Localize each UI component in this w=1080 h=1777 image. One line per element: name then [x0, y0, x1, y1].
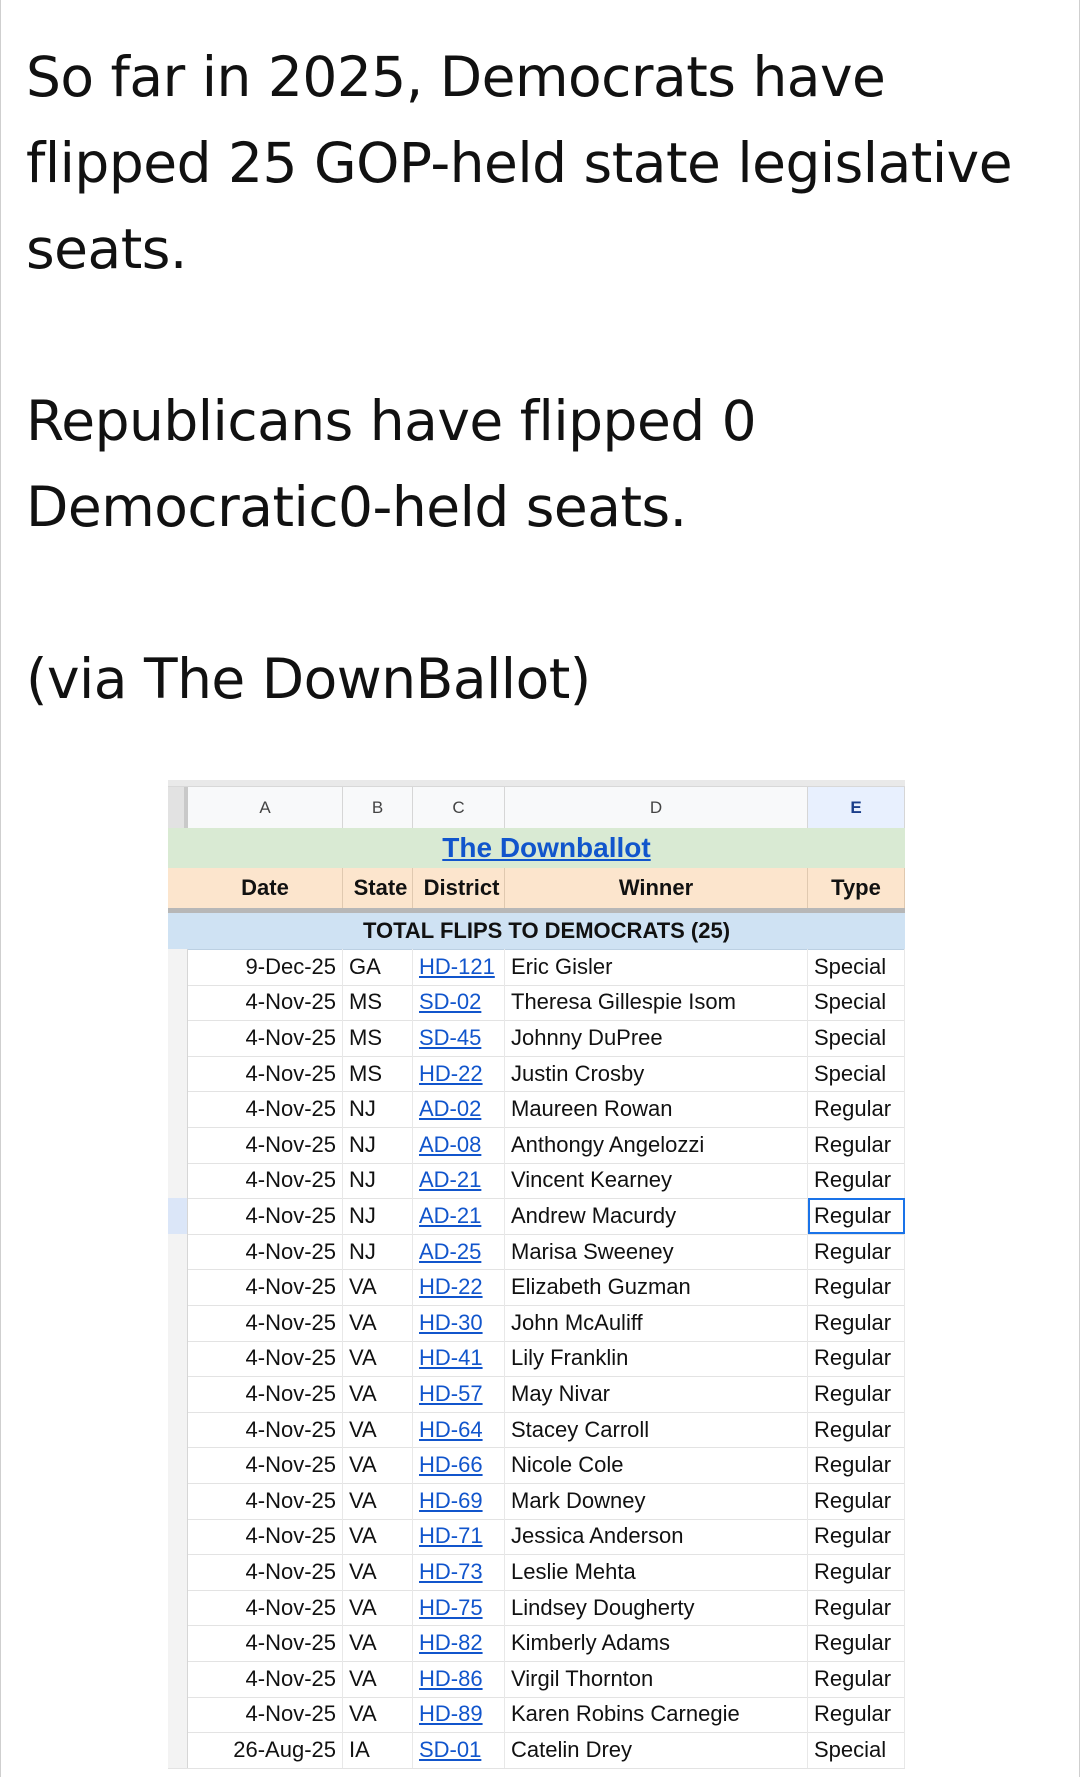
district-link: HD-75	[419, 1594, 483, 1620]
row-header	[168, 1483, 188, 1519]
cell-date: 4-Nov-25	[188, 1198, 343, 1234]
district-link: AD-08	[419, 1131, 482, 1157]
cell-state: VA	[343, 1305, 413, 1341]
cell-type: Regular	[808, 1412, 905, 1448]
cell-district	[413, 1305, 505, 1341]
cell-winner: Eric Gisler	[505, 949, 808, 985]
cell-type: Regular	[808, 1697, 905, 1733]
cell-state: VA	[343, 1590, 413, 1626]
district-link: HD-30	[419, 1309, 483, 1335]
cell-state: VA	[343, 1376, 413, 1412]
cell-state: VA	[343, 1625, 413, 1661]
table-row	[168, 1020, 905, 1057]
cell-state: NJ	[343, 1091, 413, 1127]
row-header	[168, 1447, 188, 1483]
cell-district	[413, 1697, 505, 1733]
post-paragraph-2: Republicans have flipped 0 Democratic0-held seats.	[26, 389, 757, 539]
cell-winner: Johnny DuPree	[505, 1020, 808, 1056]
cell-type: Regular	[808, 1269, 905, 1305]
cell-type: Regular	[808, 1163, 905, 1199]
column-letter-e: E	[808, 787, 905, 829]
row-header	[168, 1519, 188, 1555]
cell-type: Special	[808, 1020, 905, 1056]
district-link: HD-121	[419, 953, 495, 979]
table-row	[168, 1127, 905, 1164]
district-link: SD-01	[419, 1736, 482, 1762]
cell-type: Regular	[808, 1590, 905, 1626]
cell-winner: Mark Downey	[505, 1483, 808, 1519]
header-date: Date	[188, 868, 343, 908]
row-header	[168, 1341, 188, 1377]
cell-type: Regular	[808, 1198, 905, 1234]
cell-winner: Lily Franklin	[505, 1341, 808, 1377]
table-row	[168, 1554, 905, 1591]
cell-district	[413, 1020, 505, 1056]
cell-state: NJ	[343, 1163, 413, 1199]
sheet-title-link: The Downballot	[442, 832, 651, 863]
cell-winner: Leslie Mehta	[505, 1554, 808, 1590]
cell-district	[413, 1447, 505, 1483]
table-row	[168, 1412, 905, 1449]
district-link: HD-89	[419, 1701, 483, 1727]
cell-winner: Kimberly Adams	[505, 1625, 808, 1661]
district-link: HD-22	[419, 1060, 483, 1086]
table-row	[168, 985, 905, 1022]
row-header	[168, 1091, 188, 1127]
cell-district	[413, 1376, 505, 1412]
district-link: HD-86	[419, 1665, 483, 1691]
cell-type: Regular	[808, 1625, 905, 1661]
cell-state: VA	[343, 1447, 413, 1483]
row-header	[168, 985, 188, 1021]
cell-state: VA	[343, 1697, 413, 1733]
cell-date: 4-Nov-25	[188, 1376, 343, 1412]
cell-type: Regular	[808, 1234, 905, 1270]
district-link: HD-71	[419, 1523, 483, 1549]
post-paragraph-1: So far in 2025, Democrats have flipped 25 GOP-held state legislative seats.	[26, 45, 1013, 281]
row-header	[168, 1056, 188, 1092]
cell-state: VA	[343, 1519, 413, 1555]
cell-type: Regular	[808, 1519, 905, 1555]
row-header	[168, 1697, 188, 1733]
table-row	[168, 1590, 905, 1627]
cell-winner: Theresa Gillespie Isom	[505, 985, 808, 1021]
row-header	[168, 1127, 188, 1163]
cell-type: Regular	[808, 1554, 905, 1590]
cell-state: VA	[343, 1483, 413, 1519]
district-link: HD-73	[419, 1558, 483, 1584]
cell-date: 4-Nov-25	[188, 1091, 343, 1127]
cell-district	[413, 985, 505, 1021]
cell-state: VA	[343, 1554, 413, 1590]
cell-date: 4-Nov-25	[188, 1163, 343, 1199]
cell-type: Regular	[808, 1483, 905, 1519]
cell-district	[413, 1091, 505, 1127]
frame-left-border	[0, 0, 1, 1777]
cell-district	[413, 1483, 505, 1519]
column-letter-b: B	[343, 787, 413, 829]
cell-district	[413, 1590, 505, 1626]
total-flips-row	[168, 913, 905, 950]
cell-type: Regular	[808, 1305, 905, 1341]
cell-date: 4-Nov-25	[188, 1697, 343, 1733]
cell-district	[413, 949, 505, 985]
cell-district	[413, 1519, 505, 1555]
cell-winner: Anthongy Angelozzi	[505, 1127, 808, 1163]
cell-winner: Lindsey Dougherty	[505, 1590, 808, 1626]
district-link: AD-25	[419, 1238, 482, 1264]
cell-state: NJ	[343, 1198, 413, 1234]
cell-winner: John McAuliff	[505, 1305, 808, 1341]
district-link: AD-21	[419, 1167, 482, 1193]
cell-winner: Vincent Kearney	[505, 1163, 808, 1199]
post-text	[26, 34, 1056, 722]
cell-state: VA	[343, 1341, 413, 1377]
cell-type: Special	[808, 985, 905, 1021]
cell-winner: Elizabeth Guzman	[505, 1269, 808, 1305]
column-headers-row	[168, 868, 905, 913]
cell-district	[413, 1056, 505, 1092]
column-letter-a: A	[188, 787, 343, 829]
cell-type: Regular	[808, 1127, 905, 1163]
row-header	[168, 1198, 188, 1234]
table-row	[168, 1483, 905, 1520]
cell-winner: Nicole Cole	[505, 1447, 808, 1483]
cell-winner: Stacey Carroll	[505, 1412, 808, 1448]
cell-state: VA	[343, 1412, 413, 1448]
district-link: HD-22	[419, 1274, 483, 1300]
cell-district	[413, 1127, 505, 1163]
cell-district	[413, 1412, 505, 1448]
row-header	[168, 1020, 188, 1056]
header-winner: Winner	[505, 868, 808, 908]
table-row	[168, 1163, 905, 1200]
cell-type: Regular	[808, 1341, 905, 1377]
cell-state: IA	[343, 1732, 413, 1768]
spreadsheet-image	[168, 786, 905, 1777]
row-header	[168, 949, 188, 985]
cell-state: GA	[343, 949, 413, 985]
district-link: HD-57	[419, 1380, 483, 1406]
table-row	[168, 1732, 905, 1769]
row-header	[168, 1661, 188, 1697]
cell-date: 4-Nov-25	[188, 1661, 343, 1697]
table-row	[168, 1056, 905, 1093]
table-row	[168, 1269, 905, 1306]
cell-type: Special	[808, 949, 905, 985]
row-header	[168, 1732, 188, 1768]
cell-district	[413, 1198, 505, 1234]
header-district: District	[413, 868, 505, 908]
row-header	[168, 1269, 188, 1305]
row-header	[168, 1305, 188, 1341]
cell-winner: May Nivar	[505, 1376, 808, 1412]
row-header	[168, 1412, 188, 1448]
cell-winner: Virgil Thornton	[505, 1661, 808, 1697]
table-row	[168, 1376, 905, 1413]
cell-type: Special	[808, 1056, 905, 1092]
cell-type: Regular	[808, 1447, 905, 1483]
cell-state: MS	[343, 985, 413, 1021]
table-row	[168, 1661, 905, 1698]
table-row	[168, 1625, 905, 1662]
total-flips-label: TOTAL FLIPS TO DEMOCRATS (25)	[362, 918, 731, 943]
row-header	[168, 1590, 188, 1626]
table-row	[168, 1697, 905, 1734]
cell-date: 4-Nov-25	[188, 1447, 343, 1483]
row-header	[168, 1376, 188, 1412]
cell-district	[413, 1234, 505, 1270]
cell-state: VA	[343, 1269, 413, 1305]
cell-date: 4-Nov-25	[188, 1341, 343, 1377]
header-type: Type	[808, 868, 905, 908]
cell-date: 4-Nov-25	[188, 1554, 343, 1590]
cell-date: 4-Nov-25	[188, 1127, 343, 1163]
cell-date: 4-Nov-25	[188, 1020, 343, 1056]
cell-winner: Justin Crosby	[505, 1056, 808, 1092]
cell-district	[413, 1625, 505, 1661]
cell-district	[413, 1269, 505, 1305]
cell-date: 4-Nov-25	[188, 1269, 343, 1305]
district-link: HD-41	[419, 1345, 483, 1371]
cell-winner: Marisa Sweeney	[505, 1234, 808, 1270]
table-row	[168, 1519, 905, 1556]
cell-date: 9-Dec-25	[188, 949, 343, 985]
row-header	[168, 1554, 188, 1590]
row-header	[168, 1625, 188, 1661]
table-row	[168, 949, 905, 986]
cell-district	[413, 1732, 505, 1768]
cell-district	[413, 1661, 505, 1697]
sheet-title-row	[168, 828, 905, 869]
cell-date: 4-Nov-25	[188, 1483, 343, 1519]
district-link: SD-45	[419, 1024, 482, 1050]
table-row	[168, 1198, 905, 1235]
cell-type: Special	[808, 1732, 905, 1768]
cell-date: 4-Nov-25	[188, 1590, 343, 1626]
cell-winner: Andrew Macurdy	[505, 1198, 808, 1234]
cell-date: 4-Nov-25	[188, 1412, 343, 1448]
district-link: AD-21	[419, 1202, 482, 1228]
cell-district	[413, 1341, 505, 1377]
table-row	[168, 1341, 905, 1378]
cell-state: VA	[343, 1661, 413, 1697]
district-link: HD-69	[419, 1487, 483, 1513]
district-link: AD-02	[419, 1096, 482, 1122]
cell-type: Regular	[808, 1376, 905, 1412]
select-all-corner	[168, 787, 188, 829]
cell-winner: Karen Robins Carnegie	[505, 1697, 808, 1733]
cell-state: MS	[343, 1020, 413, 1056]
cell-date: 4-Nov-25	[188, 985, 343, 1021]
row-header	[168, 1163, 188, 1199]
cell-type: Regular	[808, 1091, 905, 1127]
cell-winner: Jessica Anderson	[505, 1519, 808, 1555]
table-row	[168, 1234, 905, 1271]
cell-date: 4-Nov-25	[188, 1056, 343, 1092]
post-paragraph-3: (via The DownBallot)	[26, 647, 591, 711]
cell-date: 4-Nov-25	[188, 1234, 343, 1270]
cell-date: 4-Nov-25	[188, 1305, 343, 1341]
column-letter-c: C	[413, 787, 505, 829]
cell-district	[413, 1163, 505, 1199]
cell-state: NJ	[343, 1234, 413, 1270]
column-letter-d: D	[505, 787, 808, 829]
table-row	[168, 1447, 905, 1484]
row-header	[168, 1234, 188, 1270]
cell-district	[413, 1554, 505, 1590]
district-link: HD-64	[419, 1416, 483, 1442]
table-row	[168, 1305, 905, 1342]
district-link: HD-66	[419, 1452, 483, 1478]
cell-state: NJ	[343, 1127, 413, 1163]
cell-winner: Maureen Rowan	[505, 1091, 808, 1127]
cell-type: Regular	[808, 1661, 905, 1697]
cell-date: 26-Aug-25	[188, 1732, 343, 1768]
column-letter-header	[168, 786, 905, 830]
district-link: HD-82	[419, 1630, 483, 1656]
cell-state: MS	[343, 1056, 413, 1092]
district-link: SD-02	[419, 989, 482, 1015]
cell-date: 4-Nov-25	[188, 1519, 343, 1555]
cell-winner: Catelin Drey	[505, 1732, 808, 1768]
header-state: State	[343, 868, 413, 908]
cell-date: 4-Nov-25	[188, 1625, 343, 1661]
table-row	[168, 1091, 905, 1128]
